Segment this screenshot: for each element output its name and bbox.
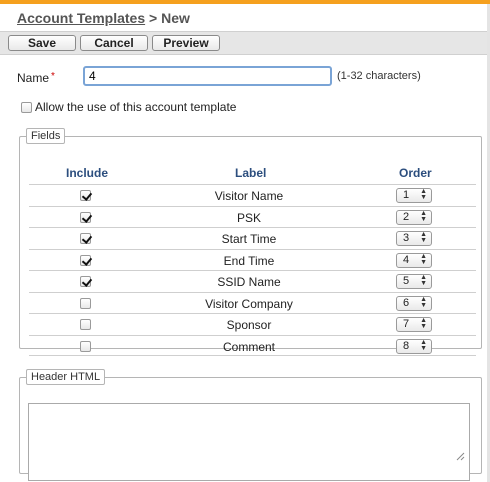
allow-template-checkbox[interactable] [21,102,32,113]
order-value: 5 [403,275,410,287]
name-label-text: Name [17,71,50,85]
name-hint: (1-32 characters) [337,70,421,82]
name-input[interactable] [83,66,332,86]
order-value: 2 [403,210,410,223]
table-row [29,292,476,314]
updown-arrow-icon: ▲ ▼ [420,209,427,223]
table-row [29,206,476,228]
order-select[interactable] [396,253,432,268]
order-select[interactable] [396,188,432,203]
top-accent-strip [0,0,490,4]
order-select[interactable] [396,231,432,246]
breadcrumb-account-templates[interactable]: Account Templates [17,10,146,26]
allow-template-row [21,100,236,114]
include-checkbox[interactable] [80,255,91,266]
include-checkbox[interactable] [80,190,91,201]
label-column-header: Label [235,166,267,180]
order-value: 1 [403,189,410,201]
include-checkbox[interactable] [80,319,91,330]
order-select[interactable] [396,210,432,225]
header-html-textarea[interactable] [28,403,470,481]
updown-arrow-icon: ▲ ▼ [420,252,427,266]
breadcrumb-separator: > [145,10,162,26]
table-row [29,270,476,292]
table-row [29,227,476,249]
page-title [17,10,190,26]
updown-arrow-icon: ▲ ▼ [420,188,427,201]
field-label: End Time [223,253,275,268]
order-select[interactable] [396,296,432,311]
include-checkbox[interactable] [80,233,91,244]
field-label: Visitor Name [214,189,284,203]
include-checkbox[interactable] [80,276,91,287]
order-value: 3 [403,232,410,244]
field-label: Visitor Company [205,296,293,311]
save-button[interactable]: Save [8,35,76,51]
updown-arrow-icon: ▲ ▼ [420,295,427,309]
table-row [29,313,476,335]
header-html-group [19,369,482,474]
order-value: 8 [403,339,410,352]
table-row [29,335,476,357]
order-column-header: Order [399,166,432,180]
fields-table [29,184,476,356]
breadcrumb-current: New [161,10,190,26]
field-label: Start Time [221,232,277,246]
order-select[interactable] [396,317,432,332]
name-label [17,71,55,85]
updown-arrow-icon: ▲ ▼ [420,274,427,287]
include-column-header: Include [66,166,109,180]
table-row [29,184,476,206]
field-label: Sponsor [226,318,272,332]
field-label: Comment [222,339,275,354]
resize-grip-icon[interactable] [456,452,465,461]
table-row [29,249,476,271]
updown-arrow-icon: ▲ ▼ [420,231,427,244]
updown-arrow-icon: ▲ ▼ [420,338,427,352]
include-checkbox[interactable] [80,212,91,223]
fields-legend: Fields [26,128,65,144]
fields-header-row [29,162,476,182]
order-select[interactable] [396,274,432,289]
order-value: 7 [403,318,410,330]
include-checkbox[interactable] [80,298,91,309]
order-value: 6 [403,296,410,309]
updown-arrow-icon: ▲ ▼ [420,317,427,330]
toolbar [0,31,487,55]
cancel-button[interactable]: Cancel [80,35,148,51]
fields-group [19,128,482,354]
header-html-legend: Header HTML [26,369,105,385]
field-label: PSK [236,210,261,225]
order-select[interactable] [396,339,432,354]
include-checkbox[interactable] [80,341,91,352]
field-label: SSID Name [217,275,281,289]
order-value: 4 [403,253,410,266]
allow-template-label: Allow the use of this account template [35,100,237,114]
preview-button[interactable]: Preview [152,35,220,51]
required-marker: * [51,71,55,82]
